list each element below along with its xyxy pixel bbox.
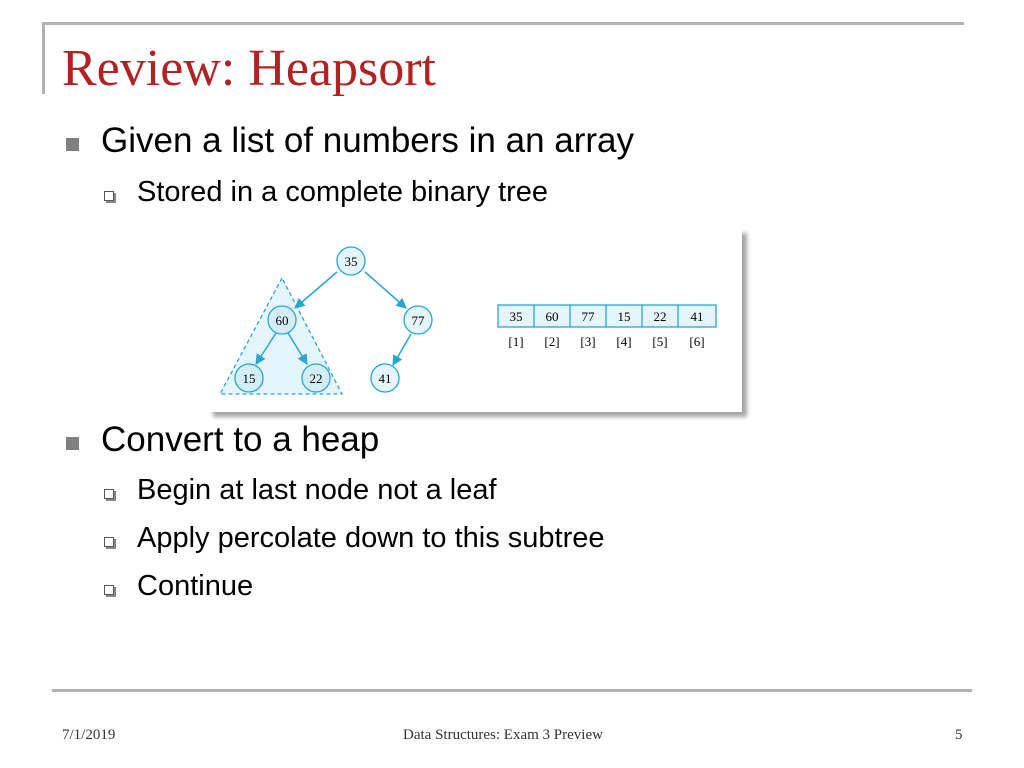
tree-node: [337, 247, 365, 275]
array-index: [6]: [689, 334, 705, 349]
svg-text:22: 22: [309, 371, 323, 386]
array-value: 77: [581, 309, 595, 324]
frame-top-line: [42, 22, 964, 25]
array-value: 60: [545, 309, 559, 324]
heap-figure: [208, 228, 742, 412]
array-value: 22: [653, 309, 667, 324]
array-cells: [498, 305, 716, 327]
svg-text:35: 35: [344, 254, 358, 269]
tree-node: [371, 364, 399, 392]
tree-node: [404, 306, 432, 334]
sub-bullet-text: Stored in a complete binary tree: [137, 176, 549, 208]
bullet-square-icon: [66, 437, 79, 450]
sub-bullet-box-icon: [104, 191, 114, 201]
array-index: [1]: [508, 334, 524, 349]
array-value: 15: [617, 309, 631, 324]
heap-diagram: [208, 228, 742, 412]
array-value: 35: [509, 309, 523, 324]
svg-text:60: 60: [275, 313, 289, 328]
sub-bullet-text: Begin at last node not a leaf: [137, 474, 497, 506]
tree-edge: [295, 272, 337, 308]
svg-text:15: 15: [242, 371, 256, 386]
tree-edge: [393, 334, 411, 365]
frame-left-line: [42, 22, 45, 94]
page-number: 5: [955, 727, 963, 743]
slide-title: Review: Heapsort: [62, 40, 437, 97]
footer-date: 7/1/2019: [62, 727, 116, 743]
footer-divider: [52, 689, 972, 692]
svg-text:77: 77: [411, 313, 425, 328]
tree-node: [235, 364, 263, 392]
array-value: 41: [690, 309, 704, 324]
bullet-text: Given a list of numbers in an array: [101, 121, 635, 160]
array-index: [2]: [544, 334, 560, 349]
sub-bullet-text: Continue: [137, 570, 254, 602]
bullet-text: Convert to a heap: [101, 420, 380, 459]
sub-bullet-box-icon: [104, 585, 114, 595]
array-indices: [508, 334, 704, 349]
sub-bullet-box-icon: [104, 537, 114, 547]
array-index: [3]: [580, 334, 596, 349]
sub-bullet-text: Apply percolate down to this subtree: [137, 522, 605, 554]
array-index: [4]: [616, 334, 632, 349]
footer-title: Data Structures: Exam 3 Preview: [403, 727, 603, 743]
sub-bullet-box-icon: [104, 489, 114, 499]
tree-edge: [365, 272, 406, 308]
array-index: [5]: [652, 334, 668, 349]
tree-node: [268, 306, 296, 334]
svg-text:41: 41: [378, 371, 392, 386]
bullet-square-icon: [66, 138, 79, 151]
tree-node: [302, 364, 330, 392]
